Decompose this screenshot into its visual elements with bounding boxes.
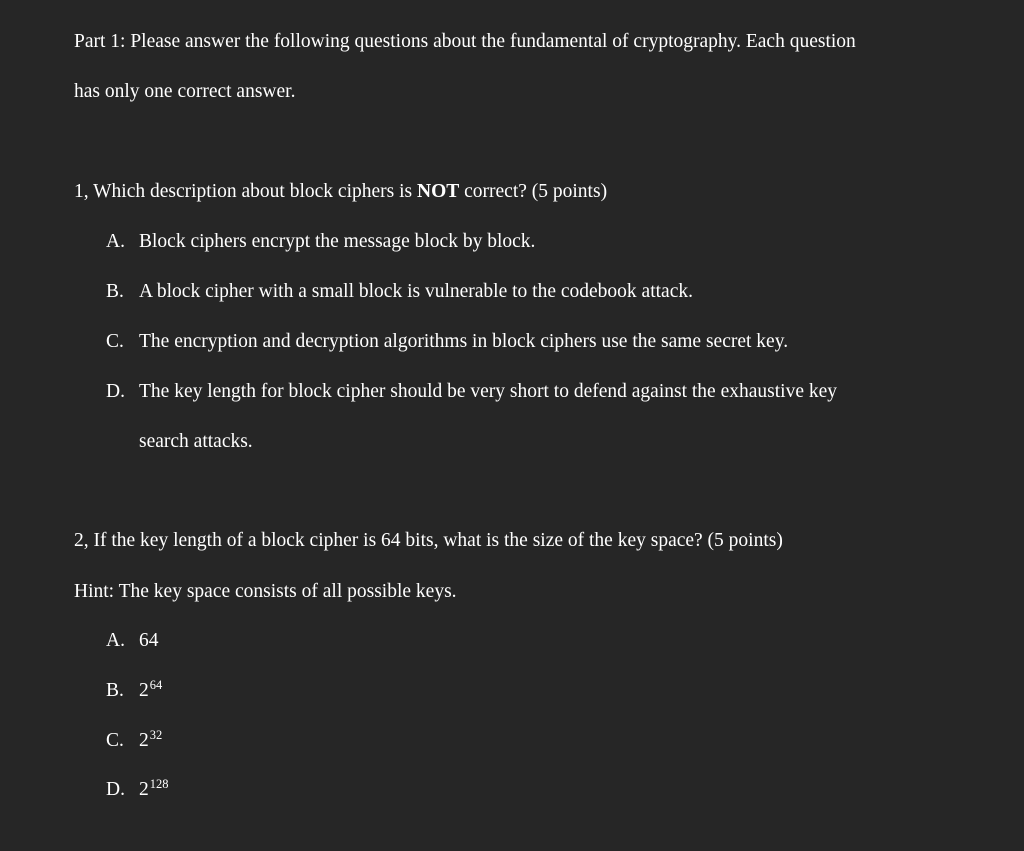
option-letter: C. (106, 730, 124, 751)
option-letter: D. (106, 381, 125, 402)
question1-prompt (74, 182, 607, 202)
question2-prompt: 2, If the key length of a block cipher is 64 bits, what is the size of the key space? (5 points) (74, 530, 783, 551)
option-exponent: 32 (149, 728, 163, 742)
question2-option-d (106, 777, 169, 800)
option-text: The encryption and decryption algorithms in block ciphers use the same secret key. (139, 331, 789, 352)
question1-prefix: 1, Which description about block ciphers is (74, 181, 417, 202)
option-letter: A. (106, 630, 125, 651)
option-exponent: 128 (149, 777, 169, 791)
question1-option-a (106, 232, 535, 252)
option-exponent: 64 (149, 678, 163, 692)
option-letter: C. (106, 331, 124, 352)
option-base: 64 (139, 630, 159, 651)
question2-option-c (106, 728, 163, 751)
option-base: 2 (139, 730, 149, 751)
option-text: The key length for block cipher should be very short to defend against the exhaustive key (139, 381, 838, 402)
option-letter: D. (106, 779, 125, 800)
question2-option-a (106, 631, 159, 651)
question2-hint: Hint: The key space consists of all possible keys. (74, 581, 457, 602)
option-text: A block cipher with a small block is vulnerable to the codebook attack. (139, 281, 693, 302)
option-text: Block ciphers encrypt the message block by block. (139, 231, 536, 252)
part1-intro-line2: has only one correct answer. (74, 81, 296, 102)
option-letter: A. (106, 231, 125, 252)
part1-intro-line1: Part 1: Please answer the following questions about the fundamental of cryptography. Each question (74, 31, 856, 52)
question1-suffix: correct? (5 points) (459, 181, 608, 202)
question1-option-d (106, 382, 837, 402)
question2-option-b (106, 678, 163, 701)
question1-option-c (106, 332, 788, 352)
option-letter: B. (106, 680, 124, 701)
question1-option-d-continuation: search attacks. (139, 431, 253, 452)
option-letter: B. (106, 281, 124, 302)
option-base: 2 (139, 779, 149, 800)
question1-option-b (106, 282, 693, 302)
option-base: 2 (139, 680, 149, 701)
question1-emphasis: NOT (416, 181, 460, 202)
